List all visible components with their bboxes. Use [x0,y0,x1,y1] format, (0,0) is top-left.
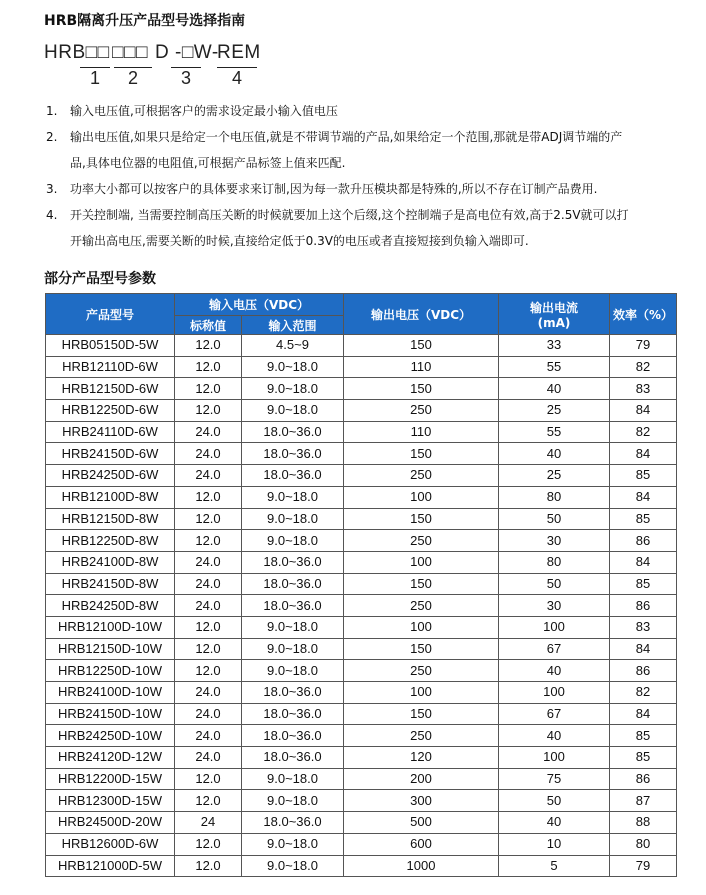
cell-output-current: 5 [499,855,610,877]
model-segment-4: REM [217,42,261,63]
cell-efficiency: 85 [610,508,677,530]
cell-output-current: 100 [499,747,610,769]
cell-efficiency: 79 [610,335,677,357]
cell-nominal-voltage: 12.0 [175,530,242,552]
cell-output-voltage: 250 [344,400,499,422]
note-text-line1: 开关控制端, 当需要控制高压关断的时候就要加上这个后缀,这个控制端子是高电位有效,高于2.5V就可以打 [70,208,629,222]
cell-nominal-voltage: 12.0 [175,335,242,357]
cell-efficiency: 84 [610,443,677,465]
cell-nominal-voltage: 24 [175,812,242,834]
cell-input-range: 18.0~36.0 [242,573,344,595]
cell-nominal-voltage: 12.0 [175,400,242,422]
cell-efficiency: 85 [610,747,677,769]
cell-output-voltage: 100 [344,551,499,573]
cell-input-range: 9.0~18.0 [242,486,344,508]
cell-efficiency: 84 [610,703,677,725]
cell-input-range: 18.0~36.0 [242,703,344,725]
table-row [46,790,677,812]
cell-input-range: 18.0~36.0 [242,682,344,704]
cell-output-voltage: 250 [344,465,499,487]
cell-model: HRB12150D-6W [46,378,175,400]
note-number: 2. [46,130,58,144]
cell-output-current: 55 [499,356,610,378]
cell-output-current: 25 [499,400,610,422]
cell-input-range: 18.0~36.0 [242,595,344,617]
note-item-2 [44,124,696,176]
cell-nominal-voltage: 24.0 [175,595,242,617]
cell-output-current: 40 [499,660,610,682]
cell-input-range: 9.0~18.0 [242,638,344,660]
guide-title: HRB隔离升压产品型号选择指南 [44,13,246,29]
table-row [46,660,677,682]
table-row [46,530,677,552]
model-index-3: 3 [181,68,192,88]
cell-output-voltage: 150 [344,508,499,530]
cell-model: HRB24100D-10W [46,682,175,704]
cell-model: HRB24150D-8W [46,573,175,595]
cell-nominal-voltage: 12.0 [175,378,242,400]
cell-output-current: 67 [499,638,610,660]
cell-nominal-voltage: 12.0 [175,356,242,378]
cell-nominal-voltage: 24.0 [175,465,242,487]
table-row [46,703,677,725]
cell-input-range: 18.0~36.0 [242,421,344,443]
model-index-4: 4 [232,68,243,88]
table-row [46,378,677,400]
header-output-current-line2: (mA) [537,315,571,330]
cell-efficiency: 85 [610,573,677,595]
cell-output-current: 30 [499,530,610,552]
note-item-3 [44,176,696,202]
model-index-1: 1 [90,68,101,88]
note-item-4 [44,202,696,254]
table-row [46,443,677,465]
note-text: 输入电压值,可根据客户的需求设定最小输入值电压 [70,104,338,118]
table-row [46,768,677,790]
header-range: 输入范围 [242,316,344,335]
cell-efficiency: 83 [610,378,677,400]
note-text-line2: 开输出高电压,需要关断的时候,直接给定低于0.3V的电压或者直接短接到负输入端即可. [70,234,529,248]
cell-output-voltage: 250 [344,725,499,747]
cell-nominal-voltage: 24.0 [175,551,242,573]
cell-output-voltage: 110 [344,421,499,443]
table-row [46,595,677,617]
cell-input-range: 9.0~18.0 [242,768,344,790]
cell-output-current: 40 [499,443,610,465]
cell-output-voltage: 250 [344,660,499,682]
cell-nominal-voltage: 24.0 [175,421,242,443]
cell-model: HRB12100D-10W [46,616,175,638]
cell-efficiency: 79 [610,855,677,877]
table-row [46,638,677,660]
cell-nominal-voltage: 12.0 [175,855,242,877]
cell-output-current: 100 [499,616,610,638]
cell-efficiency: 84 [610,400,677,422]
table-row [46,725,677,747]
cell-input-range: 9.0~18.0 [242,530,344,552]
table-row [46,400,677,422]
table-row [46,682,677,704]
cell-nominal-voltage: 24.0 [175,443,242,465]
cell-output-current: 50 [499,508,610,530]
cell-output-voltage: 150 [344,573,499,595]
cell-model: HRB12300D-15W [46,790,175,812]
cell-nominal-voltage: 24.0 [175,682,242,704]
cell-nominal-voltage: 12.0 [175,616,242,638]
cell-nominal-voltage: 24.0 [175,725,242,747]
cell-output-voltage: 150 [344,638,499,660]
cell-efficiency: 86 [610,660,677,682]
cell-nominal-voltage: 12.0 [175,660,242,682]
cell-input-range: 9.0~18.0 [242,660,344,682]
cell-model: HRB12250D-8W [46,530,175,552]
cell-input-range: 9.0~18.0 [242,356,344,378]
cell-input-range: 9.0~18.0 [242,855,344,877]
cell-efficiency: 87 [610,790,677,812]
cell-output-voltage: 150 [344,703,499,725]
cell-nominal-voltage: 24.0 [175,573,242,595]
cell-nominal-voltage: 12.0 [175,768,242,790]
cell-output-current: 40 [499,812,610,834]
model-code-diagram [44,42,304,88]
cell-efficiency: 85 [610,465,677,487]
model-segment-2: □□□ [112,42,148,63]
cell-output-current: 55 [499,421,610,443]
cell-model: HRB24100D-8W [46,551,175,573]
header-efficiency: 效率（%） [610,294,677,335]
cell-efficiency: 83 [610,616,677,638]
header-output-current [499,294,610,335]
cell-nominal-voltage: 12.0 [175,790,242,812]
cell-model: HRB24150D-10W [46,703,175,725]
cell-efficiency: 84 [610,486,677,508]
table-row [46,812,677,834]
cell-output-current: 25 [499,465,610,487]
cell-efficiency: 84 [610,638,677,660]
note-item-1 [44,98,696,124]
cell-input-range: 9.0~18.0 [242,378,344,400]
cell-input-range: 18.0~36.0 [242,465,344,487]
table-row [46,747,677,769]
cell-output-voltage: 300 [344,790,499,812]
cell-output-current: 80 [499,486,610,508]
cell-output-current: 50 [499,573,610,595]
cell-input-range: 18.0~36.0 [242,725,344,747]
cell-nominal-voltage: 12.0 [175,508,242,530]
note-text-line2: 品,具体电位器的电阻值,可根据产品标签上值来匹配. [70,156,346,170]
cell-model: HRB24120D-12W [46,747,175,769]
table-row [46,833,677,855]
cell-output-voltage: 120 [344,747,499,769]
cell-model: HRB12150D-8W [46,508,175,530]
cell-output-voltage: 250 [344,530,499,552]
cell-efficiency: 84 [610,551,677,573]
cell-output-voltage: 600 [344,833,499,855]
cell-efficiency: 86 [610,768,677,790]
cell-output-current: 75 [499,768,610,790]
header-output-voltage: 输出电压（VDC） [344,294,499,335]
table-row [46,356,677,378]
cell-output-current: 40 [499,725,610,747]
model-index-2: 2 [128,68,139,88]
table-row [46,335,677,357]
table-row [46,551,677,573]
cell-output-voltage: 100 [344,486,499,508]
cell-nominal-voltage: 12.0 [175,833,242,855]
cell-efficiency: 86 [610,595,677,617]
cell-model: HRB24150D-6W [46,443,175,465]
notes-list [44,98,696,254]
product-spec-table [45,293,677,877]
cell-nominal-voltage: 24.0 [175,703,242,725]
cell-input-range: 9.0~18.0 [242,400,344,422]
table-row [46,421,677,443]
cell-efficiency: 85 [610,725,677,747]
header-model: 产品型号 [46,294,175,335]
table-row [46,855,677,877]
cell-efficiency: 82 [610,682,677,704]
table-row [46,573,677,595]
cell-output-current: 100 [499,682,610,704]
model-segment-1: HRB□□ [44,42,110,63]
table-row [46,465,677,487]
cell-input-range: 18.0~36.0 [242,443,344,465]
cell-output-voltage: 150 [344,335,499,357]
cell-model: HRB24500D-20W [46,812,175,834]
cell-nominal-voltage: 12.0 [175,486,242,508]
cell-output-voltage: 1000 [344,855,499,877]
cell-output-voltage: 100 [344,682,499,704]
model-segment-3: D -□W- [155,42,219,63]
table-section-title: 部分产品型号参数 [44,271,156,287]
header-output-current-line1: 输出电流 [529,300,578,315]
cell-efficiency: 80 [610,833,677,855]
cell-model: HRB24250D-8W [46,595,175,617]
note-text: 功率大小都可以按客户的具体要求来订制,因为每一款升压模块都是特殊的,所以不存在订制产品费用. [70,182,598,196]
table-row [46,616,677,638]
cell-model: HRB24110D-6W [46,421,175,443]
cell-input-range: 9.0~18.0 [242,790,344,812]
cell-efficiency: 86 [610,530,677,552]
cell-model: HRB24250D-6W [46,465,175,487]
cell-input-range: 18.0~36.0 [242,812,344,834]
note-number: 3. [46,182,58,196]
cell-input-range: 4.5~9 [242,335,344,357]
cell-model: HRB12150D-10W [46,638,175,660]
cell-nominal-voltage: 12.0 [175,638,242,660]
cell-output-current: 80 [499,551,610,573]
cell-input-range: 9.0~18.0 [242,833,344,855]
cell-output-current: 30 [499,595,610,617]
cell-model: HRB12200D-15W [46,768,175,790]
cell-model: HRB121000D-5W [46,855,175,877]
cell-output-current: 33 [499,335,610,357]
cell-output-current: 67 [499,703,610,725]
cell-input-range: 18.0~36.0 [242,551,344,573]
cell-efficiency: 82 [610,356,677,378]
cell-efficiency: 82 [610,421,677,443]
cell-model: HRB12100D-8W [46,486,175,508]
table-row [46,486,677,508]
cell-output-current: 10 [499,833,610,855]
cell-model: HRB12250D-10W [46,660,175,682]
cell-nominal-voltage: 24.0 [175,747,242,769]
cell-model: HRB12600D-6W [46,833,175,855]
cell-efficiency: 88 [610,812,677,834]
note-number: 4. [46,208,58,222]
cell-model: HRB12110D-6W [46,356,175,378]
cell-input-range: 18.0~36.0 [242,747,344,769]
header-input-voltage: 输入电压（VDC） [175,294,344,316]
cell-output-voltage: 500 [344,812,499,834]
cell-model: HRB24250D-10W [46,725,175,747]
cell-output-current: 50 [499,790,610,812]
note-number: 1. [46,104,58,118]
cell-output-voltage: 150 [344,443,499,465]
cell-output-voltage: 150 [344,378,499,400]
cell-input-range: 9.0~18.0 [242,508,344,530]
cell-input-range: 9.0~18.0 [242,616,344,638]
cell-model: HRB12250D-6W [46,400,175,422]
cell-output-voltage: 250 [344,595,499,617]
cell-output-voltage: 110 [344,356,499,378]
header-nominal: 标称值 [175,316,242,335]
cell-output-current: 40 [499,378,610,400]
table-row [46,508,677,530]
cell-output-voltage: 200 [344,768,499,790]
cell-output-voltage: 100 [344,616,499,638]
table-body [46,335,677,877]
note-text-line1: 输出电压值,如果只是给定一个电压值,就是不带调节端的产品,如果给定一个范围,那就是带ADJ调节端的产 [70,130,623,144]
cell-model: HRB05150D-5W [46,335,175,357]
